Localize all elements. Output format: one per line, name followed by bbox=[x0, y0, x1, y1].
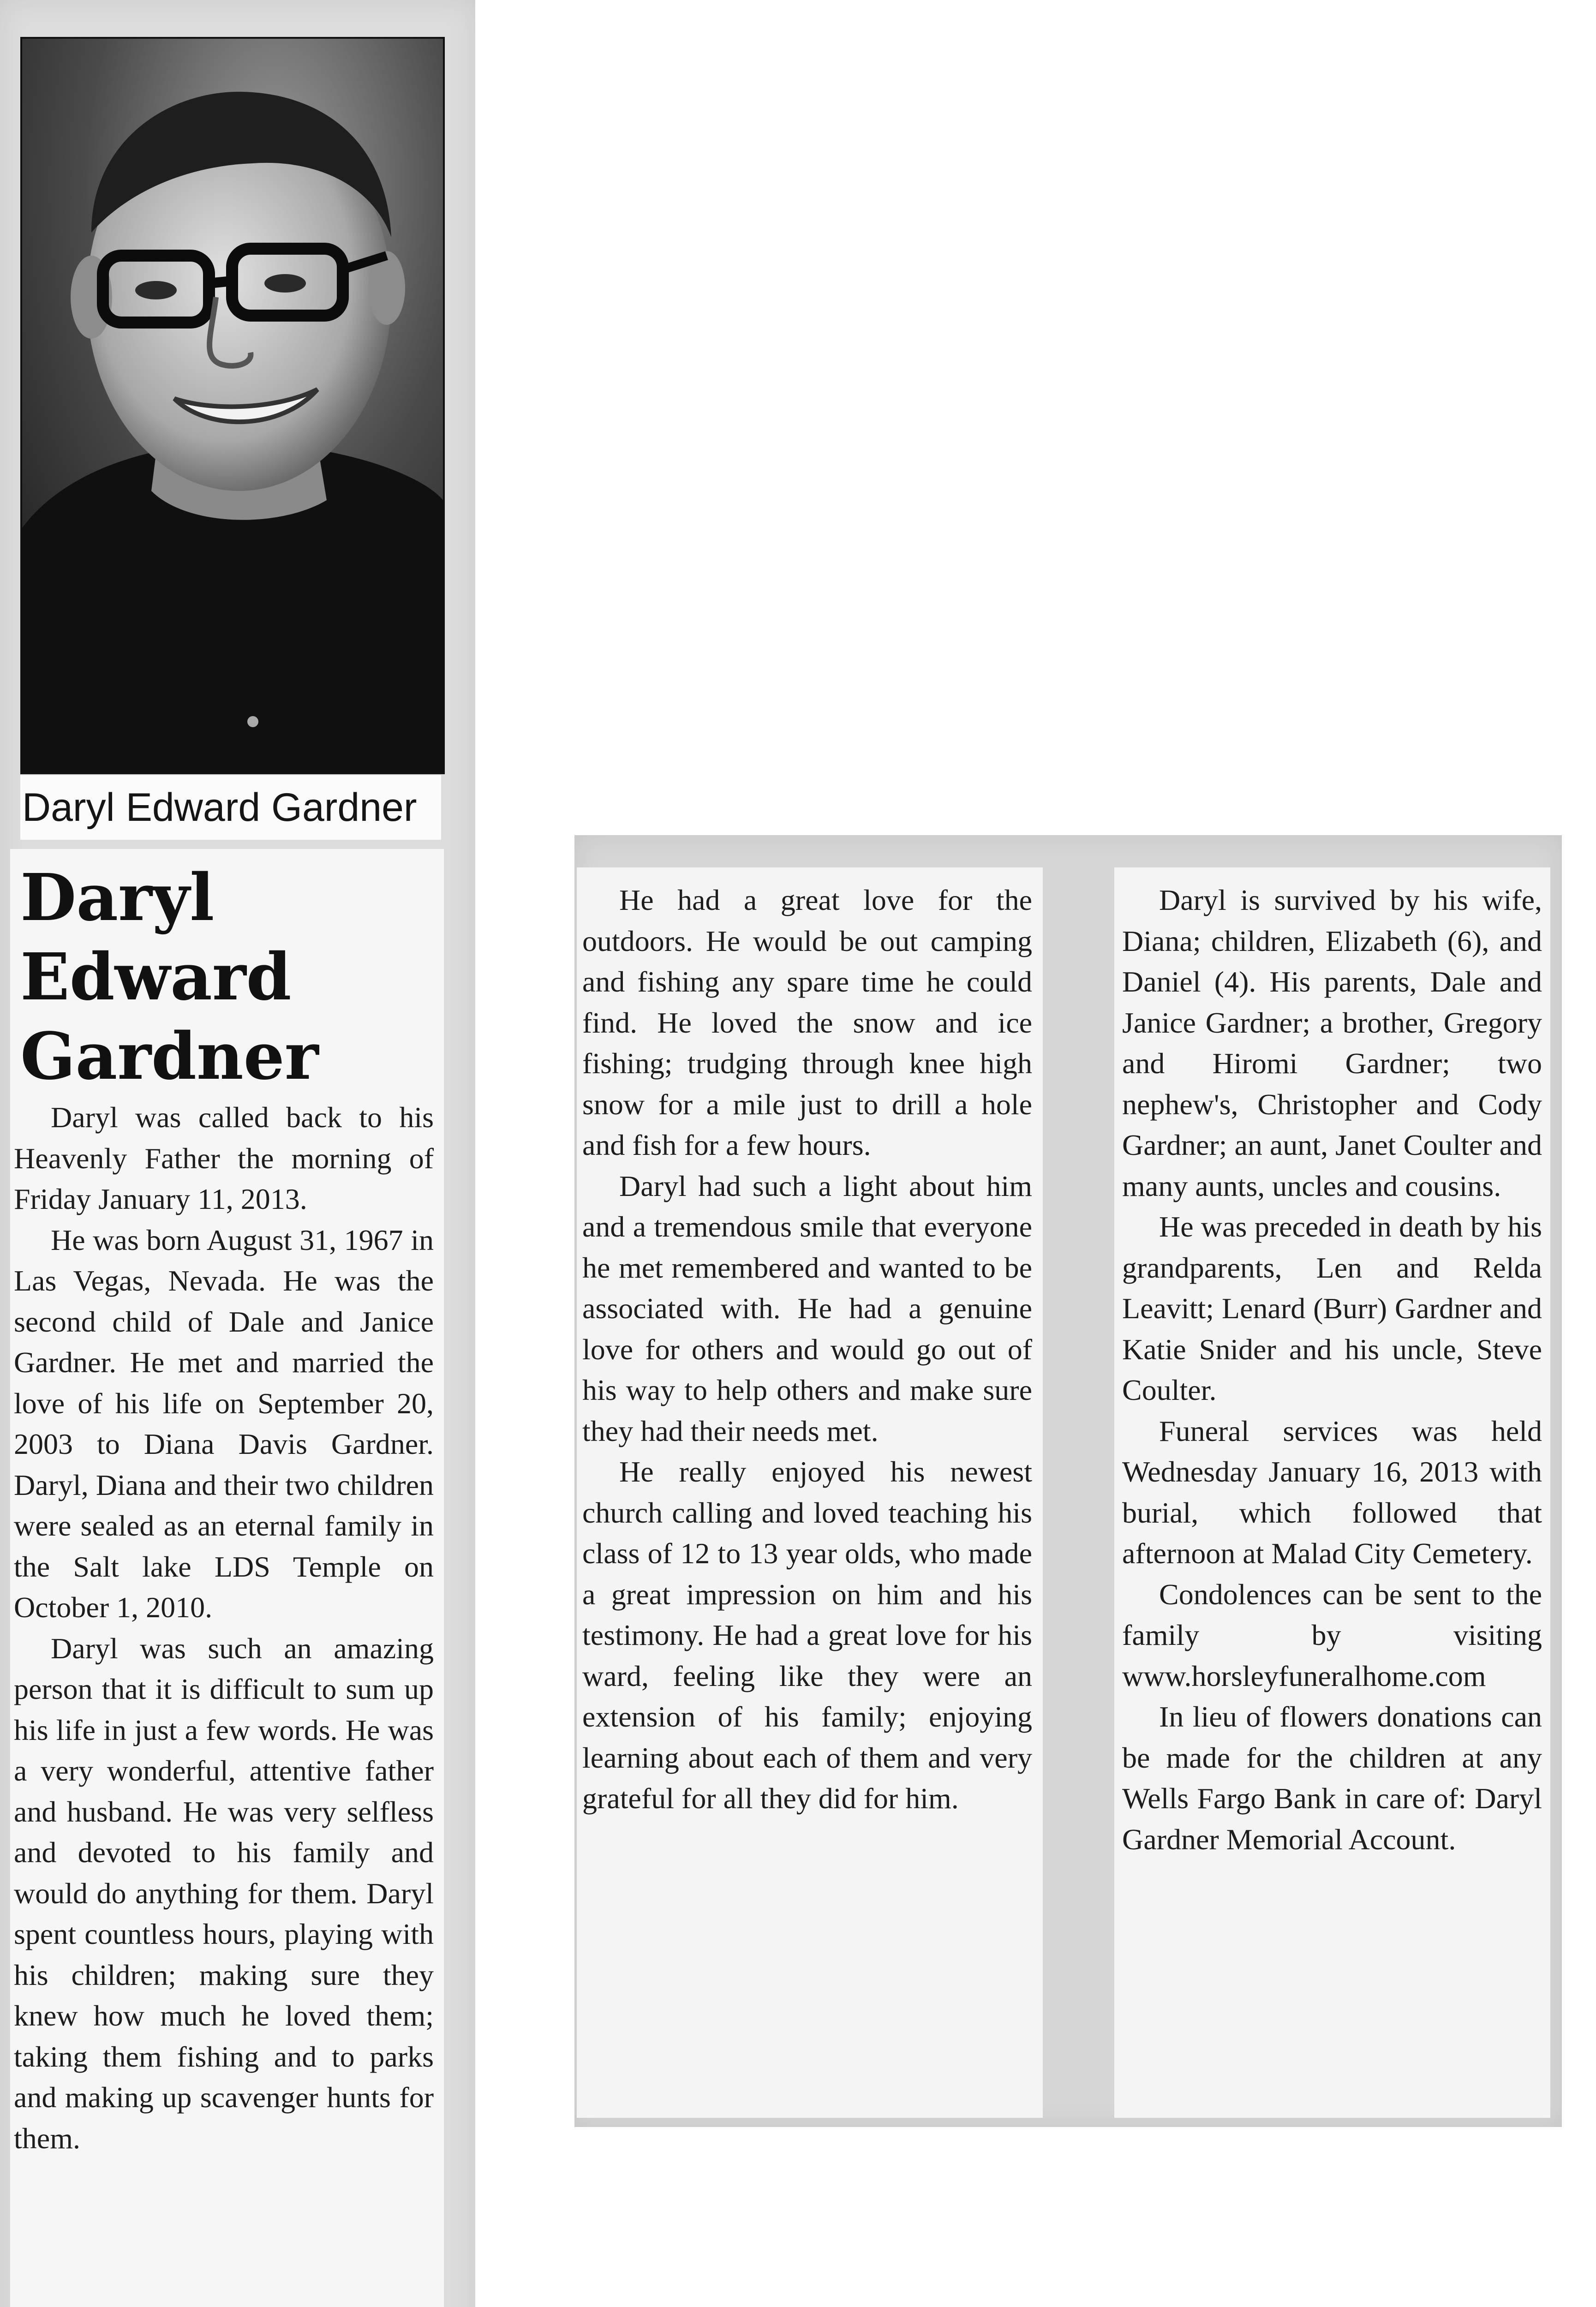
paragraph: Daryl was called back to his Heavenly Father the morning of Friday January 11, 2013. bbox=[14, 1101, 434, 1215]
paragraph: In lieu of flowers donations can be made for the children at any Wells Fargo Bank in care of: Daryl Gardner Memorial Account. bbox=[1122, 1700, 1542, 1856]
headline-line-2: Edward bbox=[20, 939, 292, 1015]
paragraph: Daryl is survived by his wife, Diana; children, Elizabeth (6), and Daniel (4). His parents, Dale and Janice Gardner; a brother, Gregory and Hiromi Gardner; two nephew's, Christopher and Cody Gardner; an aunt, Janet Coulter and many aunts, uncles and cousins. bbox=[1122, 884, 1542, 1202]
paragraph: He was born August 31, 1967 in Las Vegas, Nevada. He was the second child of Dale and Janice Gardner. He met and married the love of his life on September 20, 2003 to Diana Davis Gardner. Daryl, Diana and their two children were sealed as an eternal family in the Salt lake LDS Temple on October 1, 2010. bbox=[14, 1223, 434, 1624]
paragraph: Funeral services was held Wednesday January 16, 2013 with burial, which followed that afternoon at Malad City Cemetery. bbox=[1122, 1414, 1542, 1570]
column-2-text bbox=[582, 880, 1032, 1819]
paragraph: He had a great love for the outdoors. He would be out camping and fishing any spare time he could find. He loved the snow and ice fishing; trudging through knee high snow for a mile just to drill a hole and fish for a few hours. bbox=[582, 884, 1032, 1161]
headline-line-3: Gardner bbox=[20, 1019, 319, 1094]
paragraph: Daryl was such an amazing person that it is difficult to sum up his life in just a few words. He was a very wonderful, attentive father and husband. He was very selfless and devoted to his family and would do anything for them. Daryl spent countless hours, playing with his children; making sure they knew how much he loved them; taking them fishing and to parks and making up scavenger hunts for them. bbox=[14, 1632, 434, 2155]
portrait-image bbox=[22, 39, 443, 772]
column-3-text bbox=[1122, 880, 1542, 1860]
portrait-photo bbox=[20, 37, 445, 774]
paragraph: Daryl had such a light about him and a tremendous smile that everyone he met remembered and wanted to be associated with. He had a genuine love for others and would go out of his way to help others and make sure they had their needs met. bbox=[582, 1169, 1032, 1447]
paragraph: Condolences can be sent to the family by visiting www.horsleyfuneralhome.com bbox=[1122, 1578, 1542, 1692]
photo-caption: Daryl Edward Gardner bbox=[20, 775, 441, 840]
column-1-text bbox=[14, 1097, 434, 2159]
headline-line-1: Daryl bbox=[20, 860, 215, 936]
paragraph: He was preceded in death by his grandparents, Len and Relda Leavitt; Lenard (Burr) Gardner and Katie Snider and his uncle, Steve Coulter. bbox=[1122, 1210, 1542, 1406]
obituary-headline bbox=[20, 858, 454, 1096]
paragraph: He really enjoyed his newest church calling and loved teaching his class of 12 to 13 year olds, who made a great impression on him and his testimony. He had a great love for his ward, feeling like they were an extension of his family; enjoying learning about each of them and very grateful for all they did for him. bbox=[582, 1455, 1032, 1815]
